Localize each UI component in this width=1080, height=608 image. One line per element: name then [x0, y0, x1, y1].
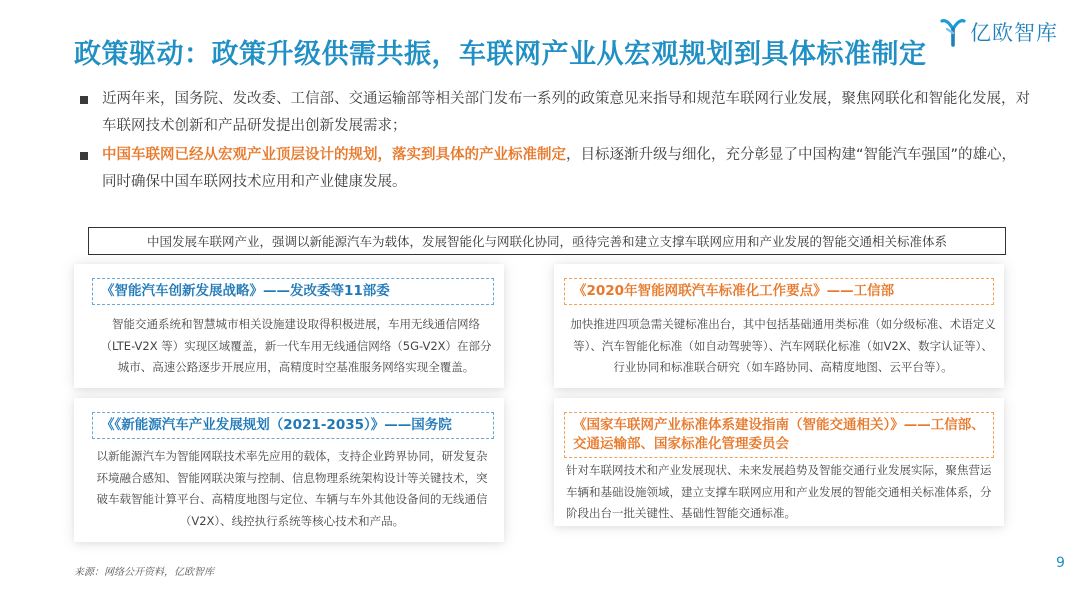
policy-card: [74, 264, 504, 388]
policy-card-body: 加快推进四项急需关键标准出台，其中包括基础通用类标准（如分级标准、术语定义等）、汽车智能化标准（如自动驾驶等）、汽车网联化标准（如V2X、数字认证等）、行业协同和标准联合研究（如车路协同、高精度地图、云平台等）。: [570, 317, 996, 374]
bullet-item: [80, 86, 1030, 140]
brand-name: 亿欧智库: [970, 21, 1058, 45]
bullet-highlight: 中国车联网已经从宏观产业顶层设计的规划，落实到具体的产业标准制定: [102, 147, 566, 163]
policy-card: [74, 398, 504, 542]
policy-card-title: 《智能汽车创新发展战略》——发改委等11部委: [92, 278, 494, 305]
bullet-square-icon: [80, 152, 88, 160]
policy-card-body: 针对车联网技术和产业发展现状、未来发展趋势及智能交通行业发展实际，聚焦营运车辆和基础设施领域，建立支撑车联网应用和产业发展的智能交通相关标准体系，分阶段出台一批关键性、基础性智能交通标准。: [566, 463, 992, 520]
page-number: 9: [1056, 555, 1065, 571]
policy-card-title: 《《新能源汽车产业发展规划（2021-2035）》——国务院: [92, 412, 494, 439]
bullet-text: ，目标逐渐升级与细化，充分彰显了中国构建“智能汽车强国”的雄心，同时确保中国车联网技术应用和产业健康发展。: [102, 147, 1017, 190]
page-title: 政策驱动：政策升级供需共振，车联网产业从宏观规划到具体标准制定: [74, 39, 927, 70]
policy-card-body: 以新能源汽车为智能网联技术率先应用的载体，支持企业跨界协同，研发复杂环境融合感知、智能网联决策与控制、信息物理系统架构设计等关键技术，突破车载智能计算平台、高精度地图与定位、车辆与车外其他设备间的无线通信（V2X）、线控执行系统等核心技术和产品。: [96, 449, 488, 528]
yiou-logo-icon: [940, 17, 966, 47]
policy-card: [554, 264, 1004, 388]
policy-card: [554, 398, 1004, 526]
summary-banner: 中国发展车联网产业，强调以新能源汽车为载体，发展智能化与网联化协同，亟待完善和建立支撑车联网应用和产业发展的智能交通相关标准体系: [88, 227, 1006, 255]
bullet-text: 近两年来，国务院、发改委、工信部、交通运输部等相关部门发布一系列的政策意见来指导和规范车联网行业发展，聚焦网联化和智能化发展，对车联网技术创新和产品研发提出创新发展需求；: [102, 91, 1030, 134]
policy-card-body: 智能交通系统和智慧城市相关设施建设取得积极进展，车用无线通信网络（LTE-V2X 等）实现区域覆盖，新一代车用无线通信网络（5G-V2X）在部分城市、高速公路逐步开展应用，高精度时空基准服务网络实现全覆盖。: [100, 317, 492, 374]
bullet-item: [80, 142, 1030, 196]
bullet-square-icon: [80, 96, 88, 104]
policy-card-title: 《国家车联网产业标准体系建设指南（智能交通相关）》——工信部、交通运输部、国家标准化管理委员会: [564, 412, 994, 458]
source-note: 来源：网络公开资料，亿欧智库: [74, 567, 214, 578]
policy-card-title: 《2020年智能网联汽车标准化工作要点》——工信部: [564, 278, 994, 305]
brand-logo: [940, 16, 1058, 48]
